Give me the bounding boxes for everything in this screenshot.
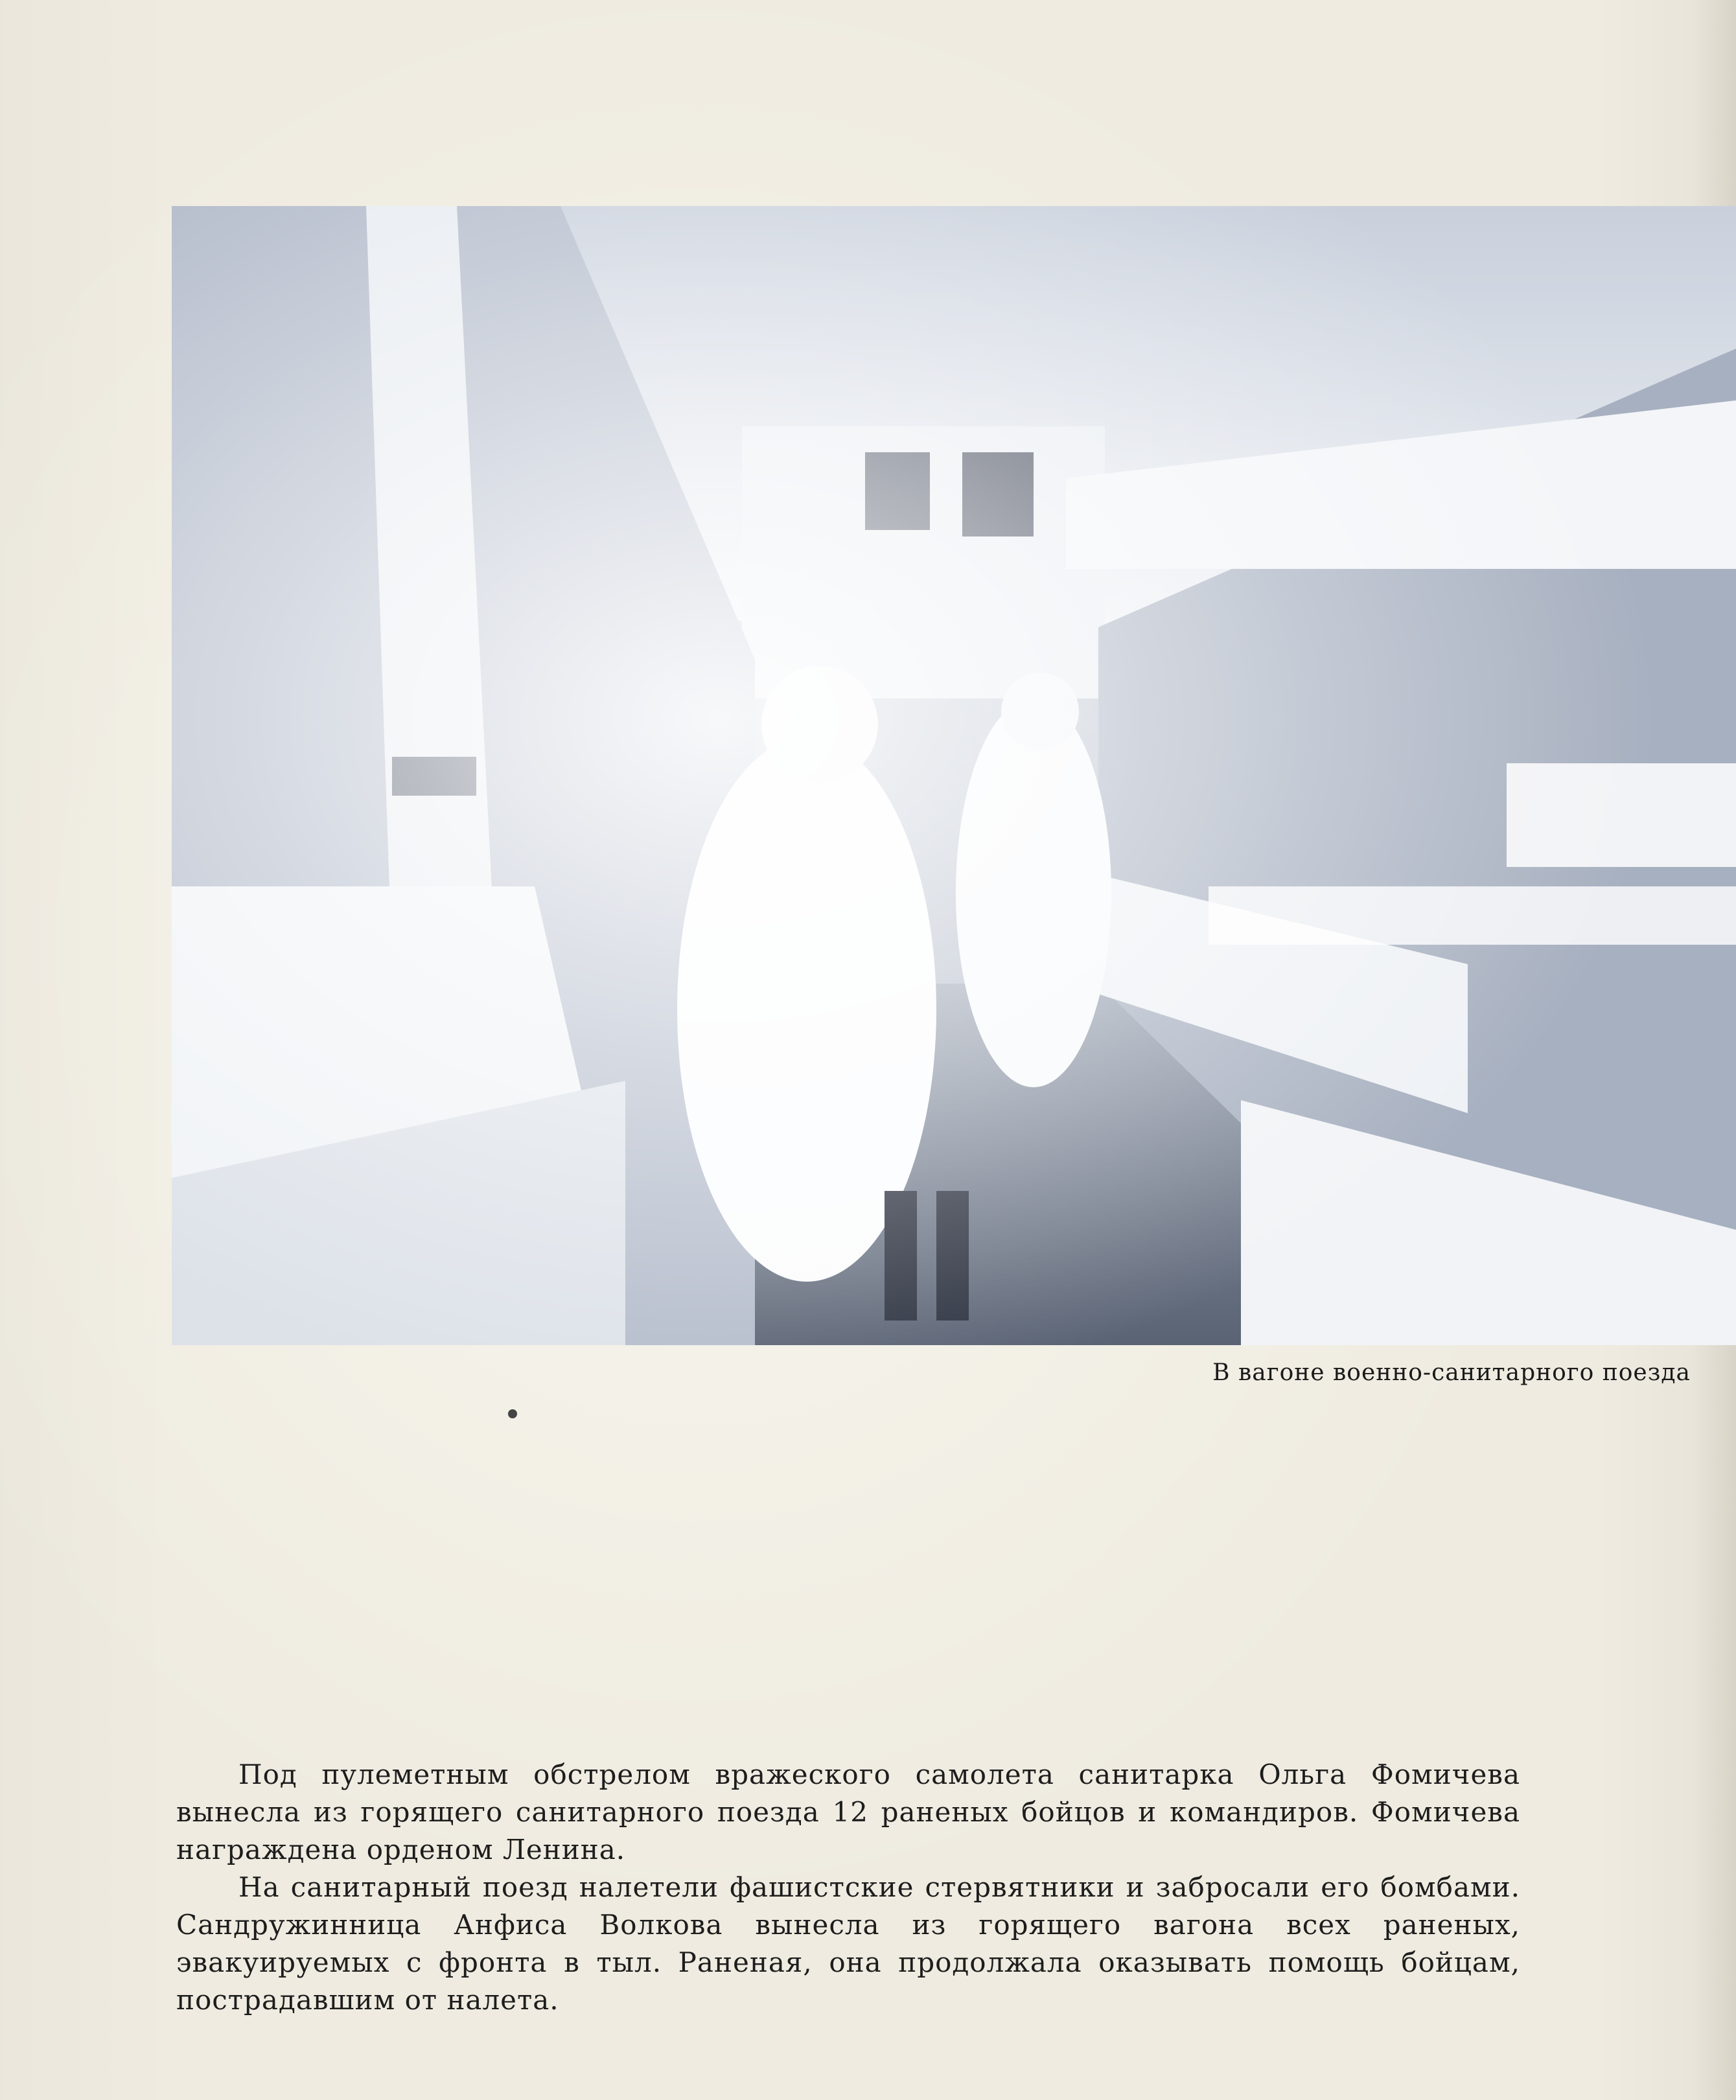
paragraph-fomicheva: Под пулеметным обстрелом вражеского самолета санитарка Ольга Фомичева вынесла из горящего санитарного поезда 12 раненых бойцов и командиров. Фомичева награждена орденом Ленина. [176, 1759, 1520, 1865]
print-dot [508, 1409, 517, 1418]
hospital-train-photo [172, 206, 1736, 1345]
photo-caption: В вагоне военно-санитарного поезда [1212, 1359, 1691, 1386]
photograph-hospital-train-interior-icon [172, 206, 1736, 1345]
paragraph-volkova: На санитарный поезд налетели фашистские стервятники и забросали его бомбами. Сандружинница Анфиса Волкова вынесла из горящего вагона всех раненых, эвакуируемых с фронта в тыл. Раненая, она продолжала оказывать помощь бойцам, пострадавшим от налета. [176, 1871, 1520, 2016]
article-text [176, 1756, 1520, 2019]
